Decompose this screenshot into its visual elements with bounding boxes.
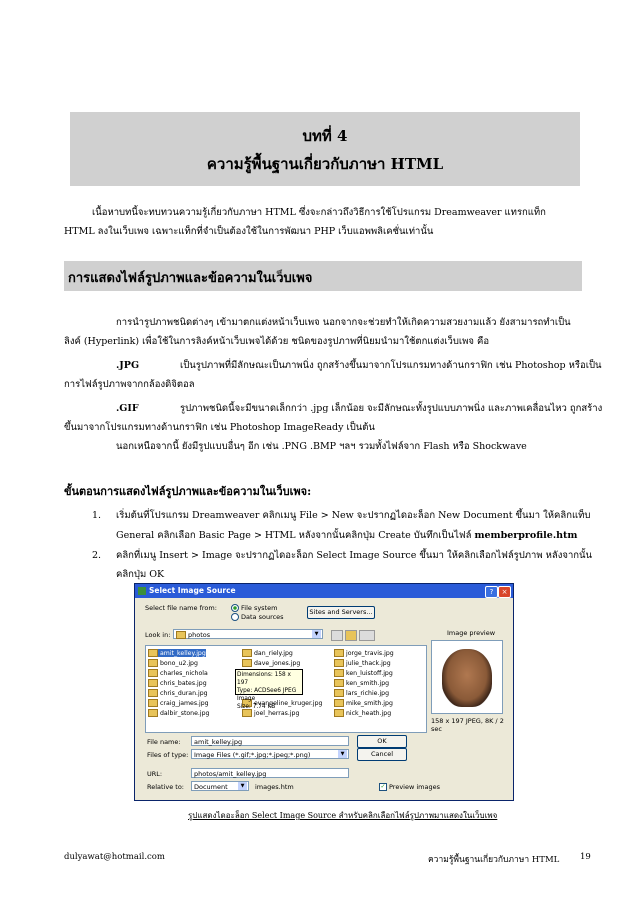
- jpg-file-icon: [148, 699, 158, 707]
- relative-to-select[interactable]: Document ▼: [191, 781, 249, 791]
- gif-desc-line-2: ขึ้นมาจากโปรแกรมทางด้านกราฟิก เช่น Photoshop ImageReady เป็นต้น: [64, 422, 375, 433]
- footer-book-title: ความรู้พื้นฐานเกี่ยวกับภาษา HTML: [428, 855, 560, 865]
- chapter-title: ความรู้พื้นฐานเกี่ยวกับภาษา HTML: [206, 155, 444, 173]
- select-image-source-dialog: [134, 583, 514, 801]
- cancel-button[interactable]: Cancel: [357, 748, 407, 761]
- jpg-file-icon: [334, 699, 344, 707]
- jpg-label: .JPG: [116, 360, 140, 371]
- help-icon[interactable]: ?: [485, 586, 498, 598]
- steps-heading: ขั้นตอนการแสดงไฟล์รูปภาพและข้อความในเว็บเพจ:: [64, 485, 312, 498]
- file-item[interactable]: bono_u2.jpg: [148, 659, 198, 667]
- file-item[interactable]: mike_smith.jpg: [334, 699, 393, 707]
- file-item[interactable]: charles_nichola: [148, 669, 208, 677]
- jpg-file-icon: [334, 659, 344, 667]
- relative-to-label: Relative to:: [147, 783, 184, 791]
- new-folder-icon[interactable]: [345, 630, 357, 641]
- file-item[interactable]: julie_thack.jpg: [334, 659, 391, 667]
- jpg-file-icon: [334, 669, 344, 677]
- file-item[interactable]: dalbir_stone.jpg: [148, 709, 209, 717]
- relative-to-file: images.htm: [255, 783, 294, 791]
- image-preview-label: Image preview: [447, 629, 496, 637]
- files-of-type-label: Files of type:: [147, 751, 189, 759]
- step1-line-2: [116, 526, 577, 545]
- step1-filename: memberprofile.htm: [474, 530, 578, 541]
- jpg-file-icon: [334, 689, 344, 697]
- look-in-select[interactable]: photos ▼: [173, 629, 323, 639]
- file-item[interactable]: amit_kelley.jpg: [148, 649, 206, 657]
- jpg-file-icon: [148, 659, 158, 667]
- ok-button[interactable]: OK: [357, 735, 407, 748]
- view-menu-icon[interactable]: [359, 630, 375, 641]
- select-from-label: Select file name from:: [145, 604, 217, 612]
- portrait-photo: [442, 649, 492, 707]
- dialog-title: Select Image Source: [149, 586, 236, 595]
- section1-para-line-1: การนำรูปภาพชนิดต่างๆ เข้ามาตกแต่งหน้าเว็บเพจ นอกจากจะช่วยทำให้เกิดความสวยงามแล้ว ยังสามารถทำเป็น: [116, 317, 571, 328]
- file-item[interactable]: dave_jones.jpg: [242, 659, 300, 667]
- dreamweaver-icon: [138, 587, 146, 595]
- jpg-file-icon: [148, 709, 158, 717]
- step2-number: 2.: [92, 550, 102, 561]
- file-name-label: File name:: [147, 738, 181, 746]
- figure-caption: รูปแสดงไดอะล็อก Select Image Source สำหรับคลิกเลือกไฟล์รูปภาพมาแสดงในเว็บเพจ: [188, 811, 498, 820]
- file-item[interactable]: lars_richie.jpg: [334, 689, 389, 697]
- gif-desc-line-1: รูปภาพชนิดนี้จะมีขนาดเล็กกว่า .jpg เล็กน้อย จะมีลักษณะทั้งรูปแบบภาพนิ่ง และภาพเคลื่อนไหว ถูกสร้าง: [180, 403, 603, 414]
- jpg-file-icon: [148, 649, 158, 657]
- sites-servers-button[interactable]: Sites and Servers...: [307, 606, 375, 619]
- file-item[interactable]: evangeline_kruger.jpg: [242, 699, 322, 707]
- chapter-header: [70, 112, 580, 186]
- section-heading: การแสดงไฟล์รูปภาพและข้อความในเว็บเพจ: [68, 271, 313, 286]
- gif-label: .GIF: [116, 403, 139, 414]
- step2-line-1: คลิกที่เมนู Insert > Image จะปรากฏไดอะล็อก Select Image Source ขึ้นมา ให้คลิกเลือกไฟล์รูปภาพ หลังจากนั้น: [116, 550, 593, 561]
- file-name-input[interactable]: amit_kelley.jpg: [191, 736, 349, 746]
- file-item[interactable]: craig_james.jpg: [148, 699, 209, 707]
- url-input[interactable]: photos/amit_kelley.jpg: [191, 768, 349, 778]
- preview-info: 158 x 197 JPEG, 8K / 2 sec: [431, 717, 504, 733]
- image-preview: [431, 640, 503, 714]
- radio-data-sources[interactable]: Data sources: [231, 613, 284, 621]
- file-item[interactable]: nick_heath.jpg: [334, 709, 391, 717]
- close-icon[interactable]: ×: [498, 586, 511, 598]
- jpg-file-icon: [334, 709, 344, 717]
- intro-line-2: HTML ลงในเว็บเพจ เฉพาะแท็กที่จำเป็นต้องใช้ในการพัฒนา PHP เว็บแอพพลิเคชั่นเท่านั้น: [64, 226, 434, 237]
- tooltip-size: Size: 7.74 KB: [237, 704, 276, 710]
- preview-images-checkbox[interactable]: ✓ Preview images: [380, 783, 441, 791]
- section1-para-line-2: ลิงค์ (Hyperlink) เพื่อใช้ในการลิงค์หน้าเว็บเพจได้ด้วย ชนิดของรูปภาพที่นิยมนำมาใช้ตกแต่งเว็บเพจ คือ: [64, 336, 490, 347]
- jpg-file-icon: [242, 659, 252, 667]
- jpg-file-icon: [148, 689, 158, 697]
- jpg-desc-line-1: เป็นรูปภาพที่มีลักษณะเป็นภาพนิ่ง ถูกสร้างขึ้นมาจากโปรแกรมทางด้านกราฟิก เช่น Photoshop หรือเป็น: [180, 360, 602, 371]
- file-item[interactable]: chris_duran.jpg: [148, 689, 208, 697]
- step1-number: 1.: [92, 510, 102, 521]
- page-number: 19: [580, 852, 591, 862]
- step1-line-1: เริ่มต้นที่โปรแกรม Dreamweaver คลิกเมนู File > New จะปรากฏไดอะล็อก New Document ขึ้นมา ให้คลิกแท็บ: [116, 510, 591, 521]
- chapter-number: บทที่ 4: [302, 127, 348, 145]
- files-of-type-select[interactable]: Image Files (*.gif;*.jpg;*.jpeg;*.png) ▼: [191, 749, 349, 759]
- step2-line-2: คลิกปุ่ม OK: [116, 569, 165, 580]
- step1-line-2-text: General คลิกเลือก Basic Page > HTML หลังจากนั้นคลิกปุ่ม Create บันทึกเป็นไฟล์: [116, 530, 472, 541]
- file-item[interactable]: ken_smith.jpg: [334, 679, 389, 687]
- jpg-file-icon: [242, 649, 252, 657]
- chevron-down-icon: ▼: [312, 630, 321, 638]
- chevron-down-icon: ▼: [238, 782, 247, 790]
- section-heading-bar: [64, 261, 582, 291]
- jpg-file-icon: [334, 679, 344, 687]
- other-formats-line: นอกเหนือจากนี้ ยังมีรูปแบบอื่นๆ อีก เช่น .PNG .BMP ฯลฯ รวมทั้งไฟล์จาก Flash หรือ Shockwave: [116, 441, 527, 452]
- file-item[interactable]: dan_riely.jpg: [242, 649, 293, 657]
- dialog-titlebar: [135, 584, 513, 598]
- folder-icon: [176, 631, 186, 639]
- file-item[interactable]: jorge_travis.jpg: [334, 649, 394, 657]
- jpg-desc-line-2: การไฟล์รูปภาพจากกล้องดิจิตอล: [64, 379, 195, 390]
- jpg-file-icon: [148, 669, 158, 677]
- intro-line-1: เนื้อหาบทนี้จะทบทวนความรู้เกี่ยวกับภาษา HTML ซึ่งจะกล่าวถึงวิธีการใช้โปรแกรม Dreamweaver แทรกแท็ก: [92, 207, 546, 218]
- checkbox-checked-icon: ✓: [380, 783, 386, 790]
- radio-file-system[interactable]: File system: [231, 604, 277, 612]
- radio-off-icon: [231, 613, 239, 621]
- footer-email: dulyawat@hotmail.com: [64, 852, 165, 862]
- jpg-file-icon: [148, 679, 158, 687]
- file-item[interactable]: joel_herras.jpg: [242, 709, 299, 717]
- tooltip-type: Type: ACDSee6 JPEG Image: [237, 688, 297, 702]
- radio-on-icon: [231, 604, 239, 612]
- look-in-label: Look in:: [145, 631, 171, 639]
- url-label: URL:: [147, 770, 163, 778]
- file-item[interactable]: chris_bates.jpg: [148, 679, 207, 687]
- tooltip-dimensions: Dimensions: 158 x 197: [237, 672, 291, 686]
- chevron-down-icon: ▼: [338, 750, 347, 758]
- jpg-file-icon: [334, 649, 344, 657]
- file-item[interactable]: ken_luistoff.jpg: [334, 669, 393, 677]
- up-folder-icon[interactable]: [331, 630, 343, 641]
